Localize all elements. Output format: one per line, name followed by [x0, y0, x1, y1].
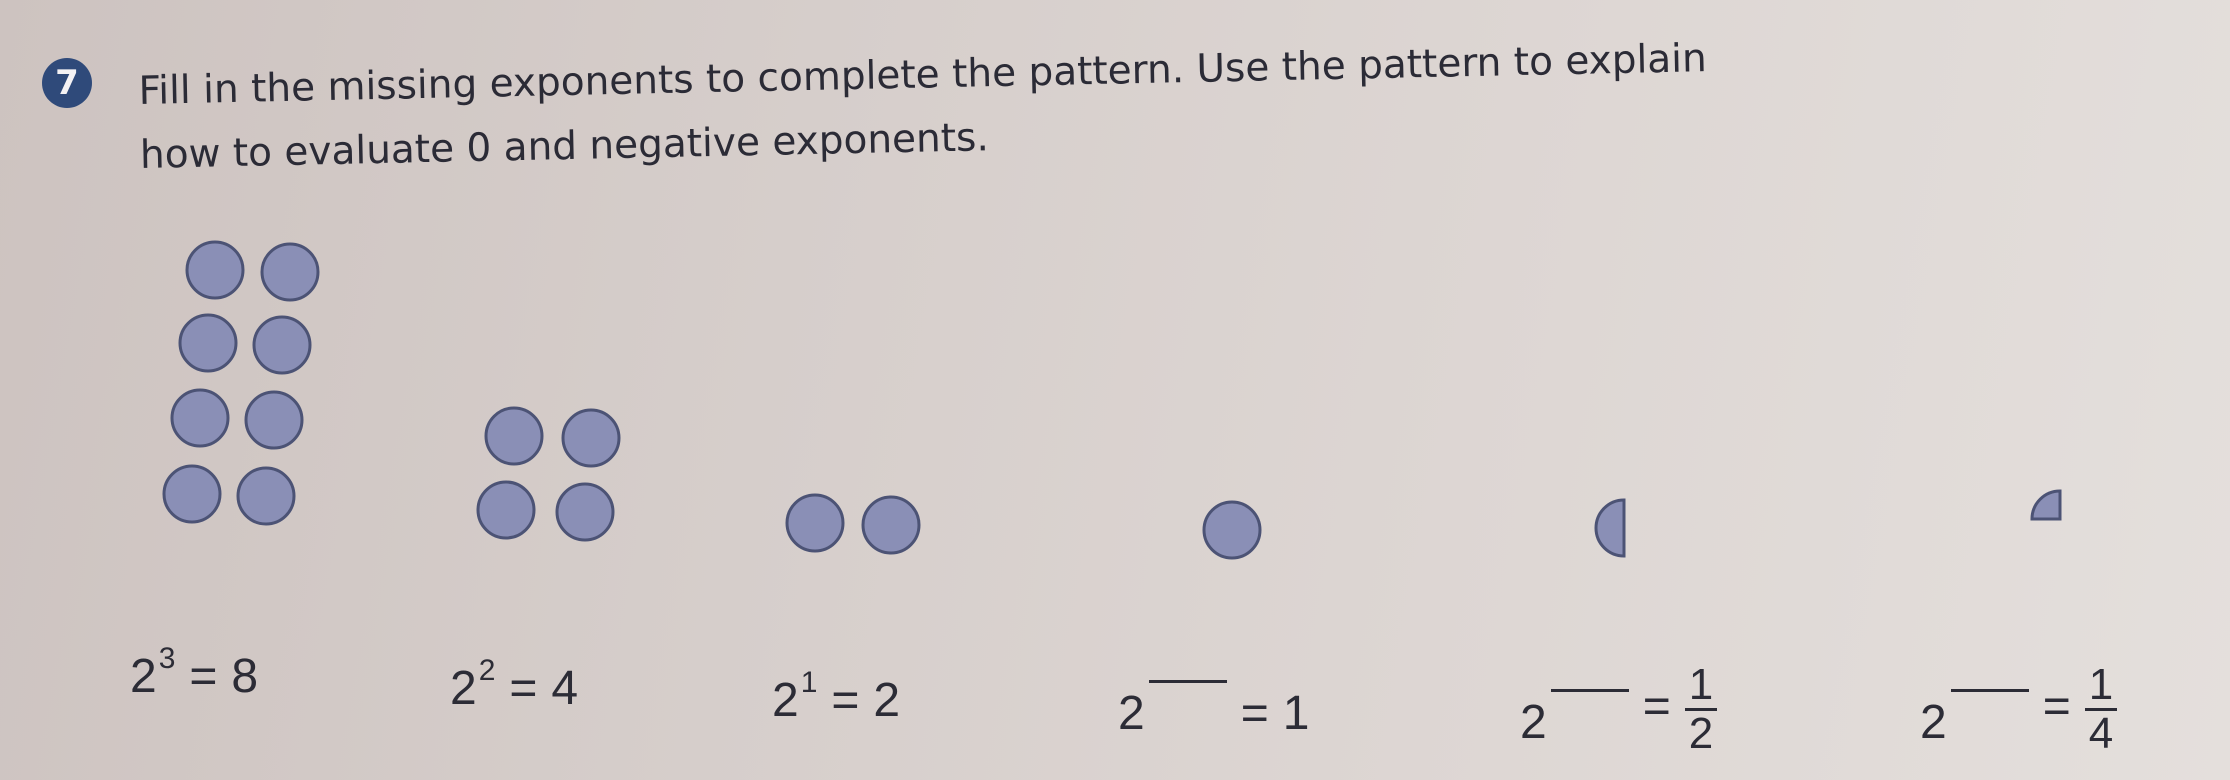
dot-group-1	[1204, 502, 1260, 558]
dot	[246, 392, 302, 448]
exponent-blank[interactable]	[1551, 689, 1629, 692]
dot-group-4	[478, 408, 619, 540]
quarter-dot	[2032, 491, 2060, 519]
dot	[172, 390, 228, 446]
dot-group-half	[1596, 500, 1624, 556]
dot	[262, 244, 318, 300]
equation-base: 2	[130, 650, 157, 703]
equation-base: 2	[1520, 696, 1547, 750]
equals-sign: =	[509, 662, 538, 715]
equation-result: 4	[551, 662, 579, 715]
exponent-blank[interactable]	[1951, 689, 2029, 692]
equation-blank-equals-quarter	[1920, 662, 2117, 757]
dot	[863, 497, 919, 553]
fraction-numerator: 1	[1688, 660, 1714, 709]
exponent-blank[interactable]	[1149, 680, 1227, 683]
dot	[486, 408, 542, 464]
result-fraction	[1685, 662, 1717, 757]
dot	[254, 317, 310, 373]
equation-result: 1	[1282, 687, 1310, 740]
fraction-denominator: 4	[2085, 708, 2117, 757]
equation-2-squared	[450, 656, 578, 713]
half-dot	[1596, 500, 1624, 556]
instruction-line-1: Fill in the missing exponents to complete the pattern. Use the pattern to explain	[138, 36, 1708, 114]
dot	[187, 242, 243, 298]
problem-number-badge: 7	[42, 58, 92, 108]
equation-result: 8	[231, 650, 259, 703]
dot-group-quarter	[2032, 491, 2060, 519]
equation-blank-equals-half	[1520, 662, 1717, 757]
equation-result: 2	[873, 674, 901, 727]
fraction-denominator: 2	[1685, 708, 1717, 757]
dot-group-8	[164, 242, 318, 524]
dot	[478, 482, 534, 538]
equation-base: 2	[1118, 687, 1145, 740]
equation-exponent: 3	[158, 642, 176, 675]
equation-exponent: 2	[478, 654, 496, 687]
equals-sign: =	[1240, 687, 1269, 740]
equals-sign: =	[1642, 680, 1671, 734]
instruction-line-2: how to evaluate 0 and negative exponents.	[139, 115, 990, 178]
equation-blank-equals-1	[1118, 680, 1309, 738]
dot	[1204, 502, 1260, 558]
equals-sign: =	[2042, 680, 2071, 734]
result-fraction	[2085, 662, 2117, 757]
equals-sign: =	[189, 650, 218, 703]
fraction-numerator: 1	[2088, 660, 2114, 709]
equation-2-cubed	[130, 644, 258, 701]
dot	[180, 315, 236, 371]
equation-base: 2	[450, 662, 477, 715]
equation-base: 2	[772, 674, 799, 727]
equals-sign: =	[831, 674, 860, 727]
equation-exponent: 1	[800, 666, 818, 699]
equation-base: 2	[1920, 696, 1947, 750]
dot	[238, 468, 294, 524]
dot	[164, 466, 220, 522]
equation-2-to-the-1	[772, 668, 900, 725]
dot-group-2	[787, 495, 919, 553]
dot	[787, 495, 843, 551]
dot	[557, 484, 613, 540]
dot	[563, 410, 619, 466]
